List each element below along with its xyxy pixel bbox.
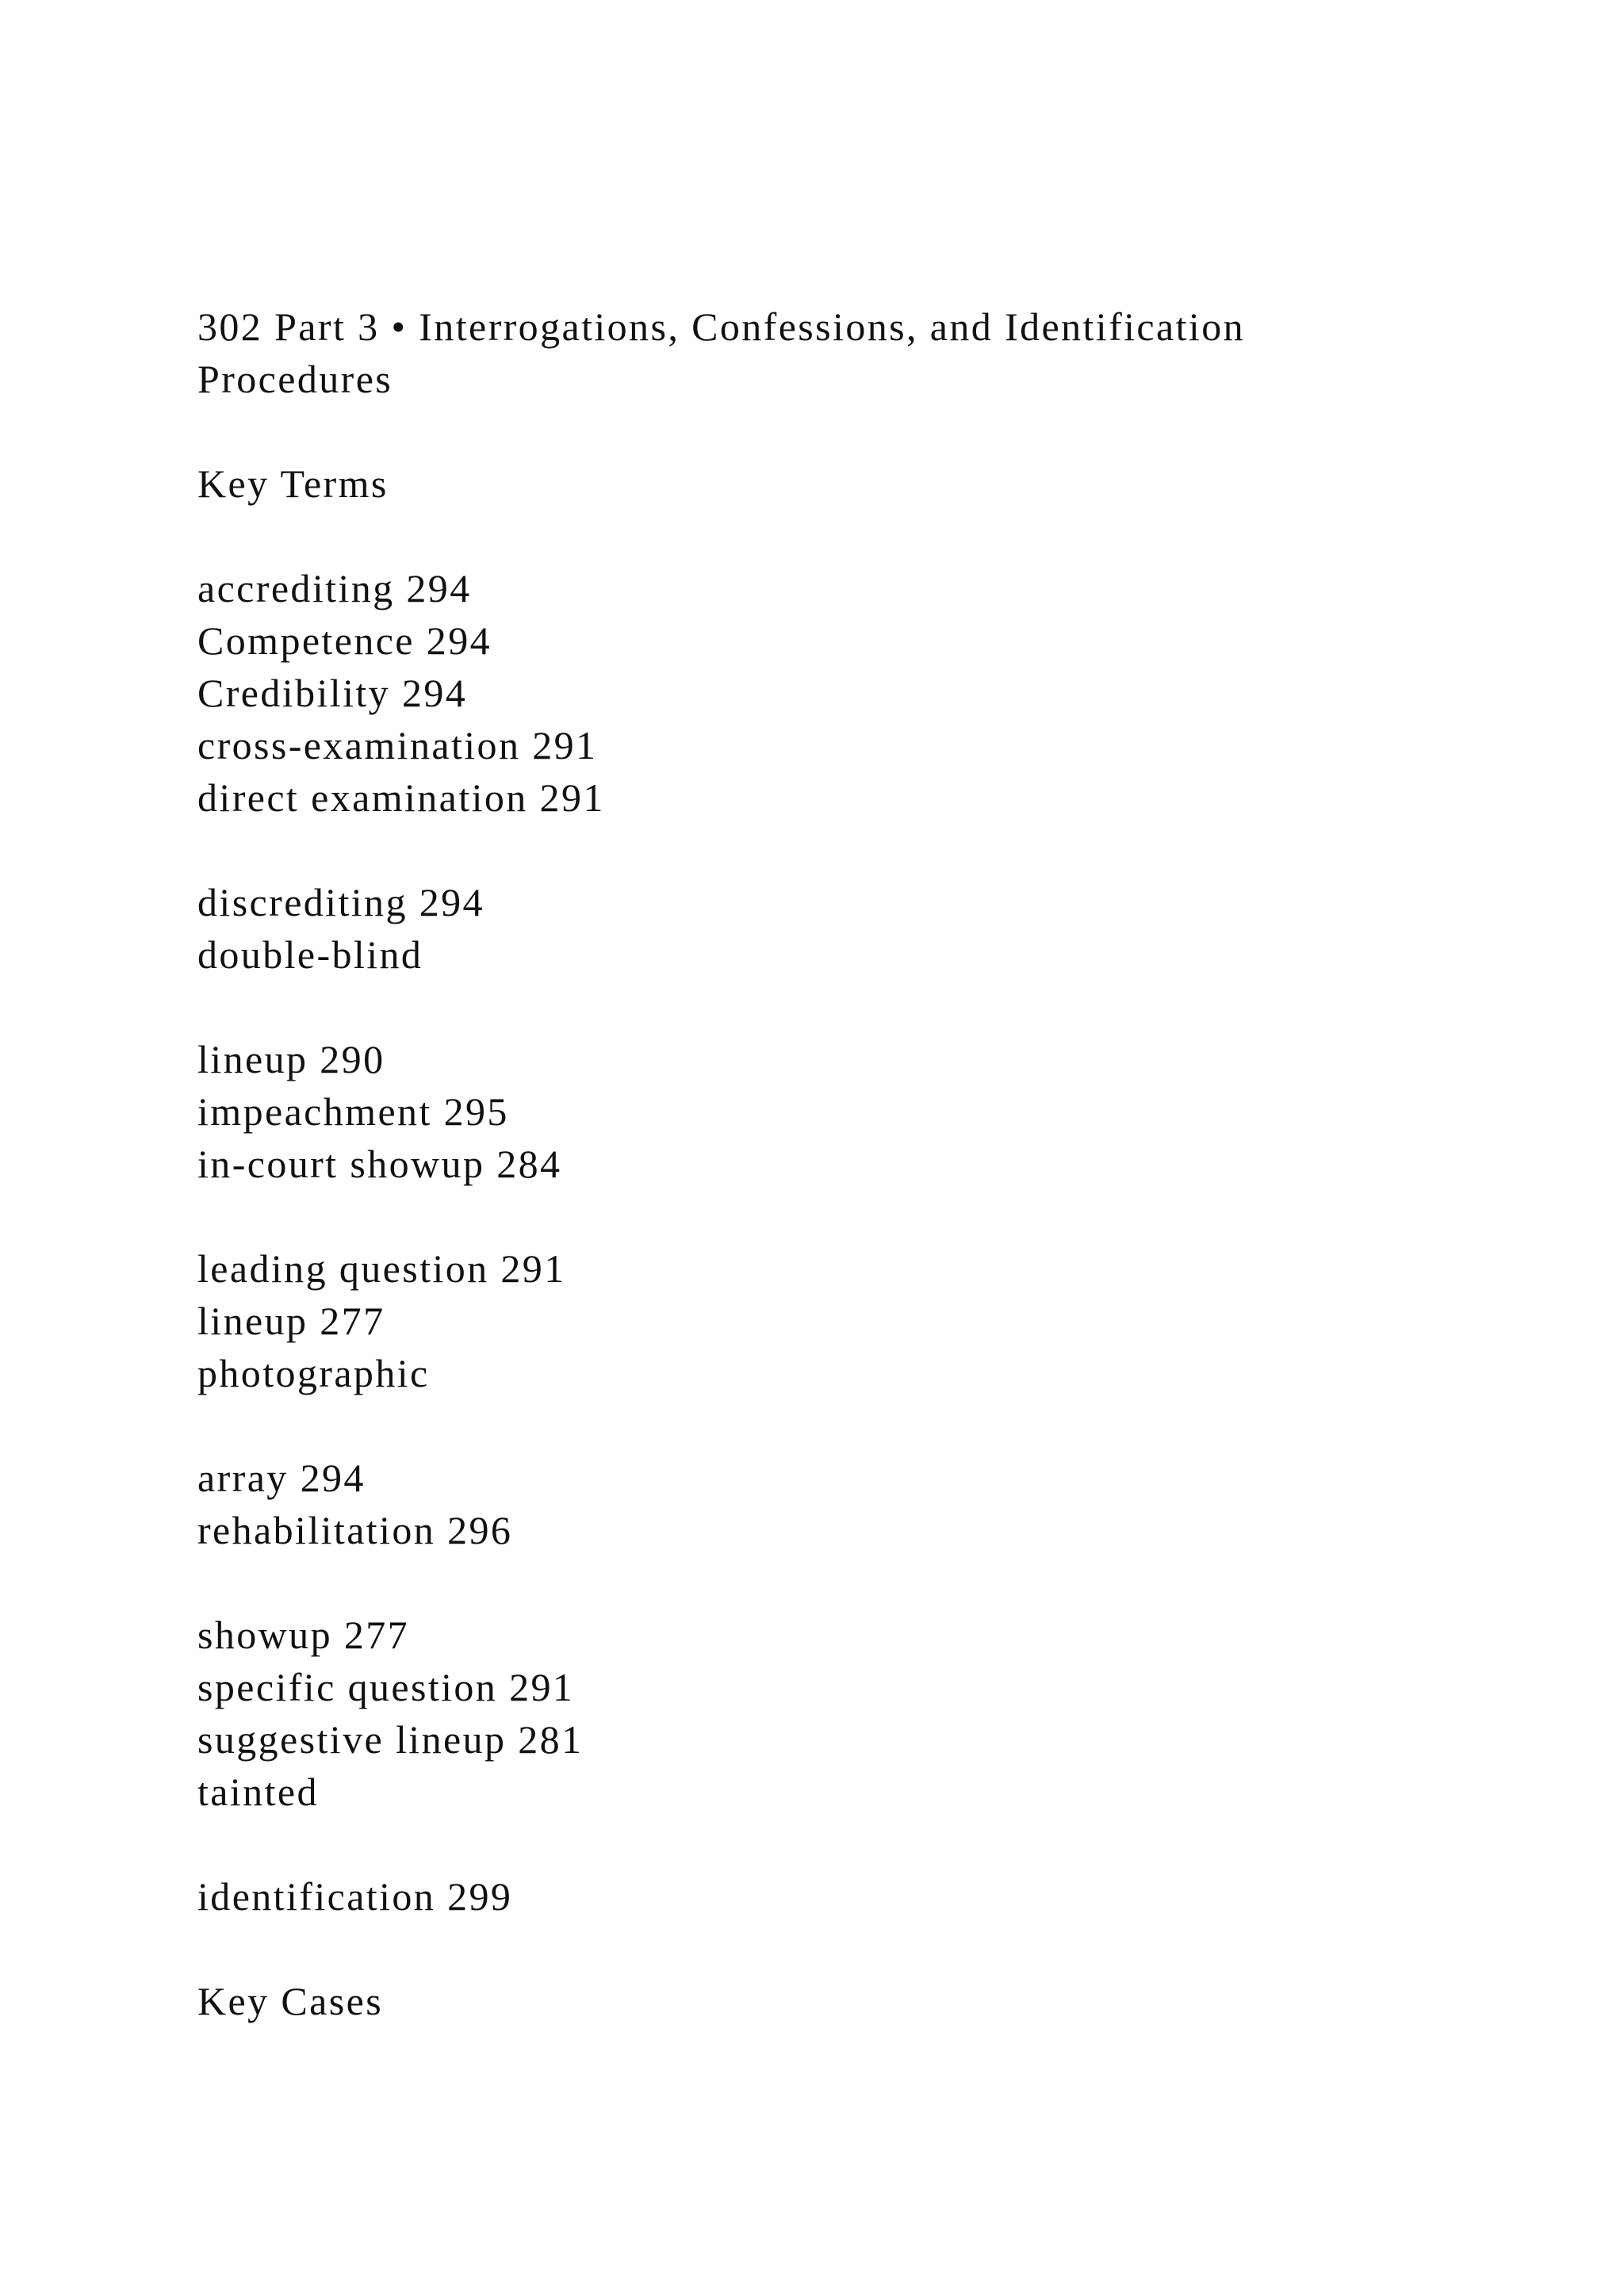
key-term-item: direct examination 291 xyxy=(197,775,605,820)
running-header-line-1: 302 Part 3 • Interrogations, Confessions, and Identification xyxy=(197,304,1246,349)
key-term-item: array 294 xyxy=(197,1456,366,1500)
key-term-item: lineup 277 xyxy=(197,1299,385,1343)
key-terms-heading: Key Terms xyxy=(197,461,389,506)
key-term-item: identification 299 xyxy=(197,1874,513,1919)
key-term-item: photographic xyxy=(197,1351,430,1395)
key-term-item: accrediting 294 xyxy=(197,566,472,610)
key-term-item: discrediting 294 xyxy=(197,880,485,924)
key-term-item: lineup 290 xyxy=(197,1037,385,1081)
key-term-item: Competence 294 xyxy=(197,618,492,663)
key-term-item: tainted xyxy=(197,1770,319,1814)
key-term-item: in-court showup 284 xyxy=(197,1142,562,1186)
key-term-item: cross-examination 291 xyxy=(197,723,598,767)
key-term-item: rehabilitation 296 xyxy=(197,1508,513,1552)
key-cases-heading: Key Cases xyxy=(197,1979,384,2023)
running-header-line-2: Procedures xyxy=(197,357,393,401)
key-term-item: impeachment 295 xyxy=(197,1089,509,1134)
key-term-item: showup 277 xyxy=(197,1613,410,1657)
key-term-item: suggestive lineup 281 xyxy=(197,1717,584,1762)
key-term-item: Credibility 294 xyxy=(197,671,468,715)
key-term-item: leading question 291 xyxy=(197,1246,566,1291)
key-term-item: double-blind xyxy=(197,932,423,977)
key-term-item: specific question 291 xyxy=(197,1665,575,1709)
